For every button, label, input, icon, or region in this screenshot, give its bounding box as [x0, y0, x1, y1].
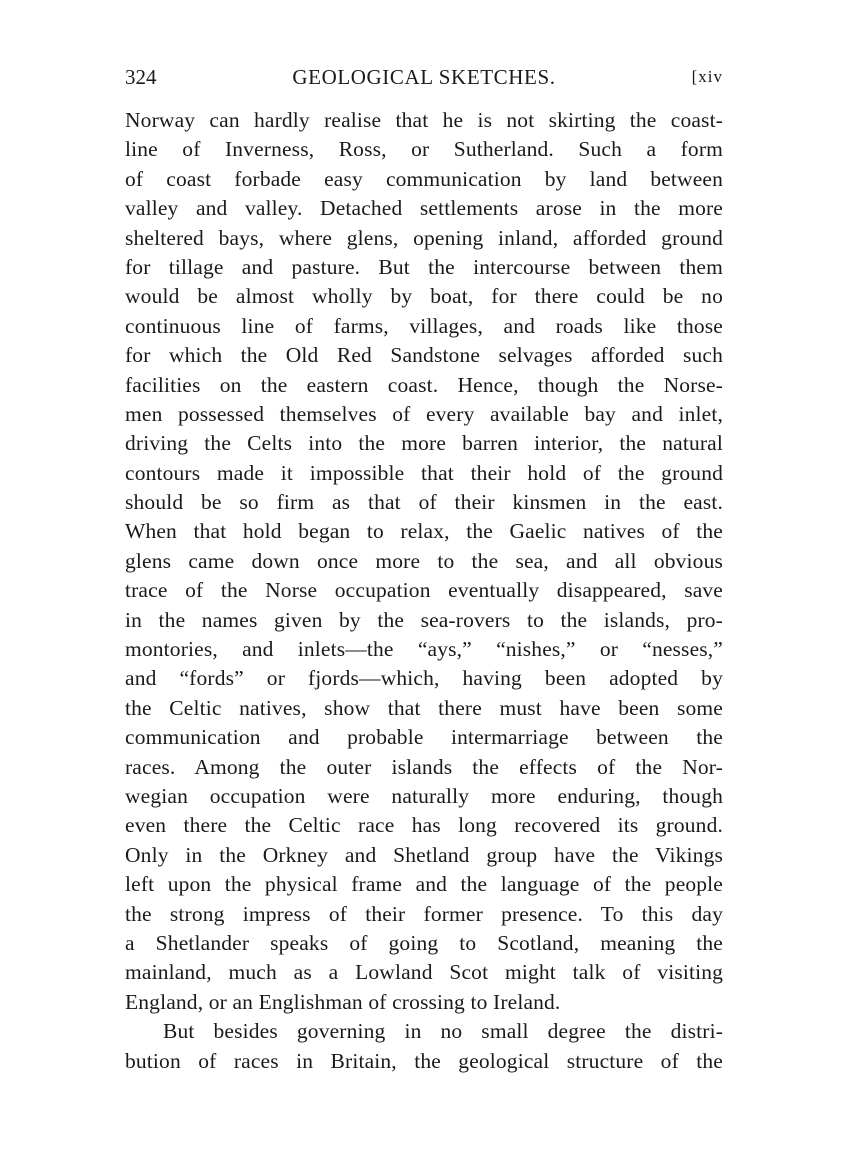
running-title: GEOLOGICAL SKETCHES. [292, 65, 556, 89]
text-line: bution of races in Britain, the geological structure of the [125, 1048, 723, 1073]
text-line: communication and probable intermarriage between the [125, 725, 723, 750]
text-line: When that hold began to relax, the Gaelic natives of the [125, 519, 723, 544]
paragraph-end-line: England, or an Englishman of crossing to Ireland. [125, 989, 561, 1014]
text-line: line of Inverness, Ross, or Sutherland. Such a form [125, 137, 723, 162]
text-line: mainland, much as a Lowland Scot might talk of visiting [125, 960, 723, 985]
text-line: continuous line of farms, villages, and roads like those [125, 313, 723, 338]
text-line: Norway can hardly realise that he is not skirting the coast- [125, 108, 723, 132]
text-line: of coast forbade easy communication by land between [125, 166, 723, 191]
text-line: sheltered bays, where glens, opening inland, afforded ground [125, 225, 723, 250]
chapter-reference: [xiv [691, 67, 723, 86]
running-head [125, 62, 723, 92]
text-line: should be so firm as that of their kinsmen in the east. [125, 490, 723, 515]
paragraph-start-line: But besides governing in no small degree the distri- [163, 1019, 723, 1044]
text-line: the Celtic natives, show that there must have been some [125, 695, 723, 720]
text-line: a Shetlander speaks of going to Scotland, meaning the [125, 930, 723, 955]
text-line: in the names given by the sea-rovers to the islands, pro- [125, 607, 723, 632]
text-line: facilities on the eastern coast. Hence, though the Norse- [125, 372, 723, 397]
text-line: races. Among the outer islands the effects of the Nor- [125, 754, 723, 779]
text-line: contours made it impossible that their hold of the ground [125, 460, 723, 485]
text-line: glens came down once more to the sea, and all obvious [125, 548, 723, 573]
text-line: even there the Celtic race has long recovered its ground. [125, 813, 723, 838]
text-line: driving the Celts into the more barren interior, the natural [125, 431, 723, 456]
body-text [125, 106, 723, 1076]
text-line: and “fords” or fjords—which, having been adopted by [125, 666, 723, 691]
text-line: would be almost wholly by boat, for there could be no [125, 284, 723, 309]
text-line: for tillage and pasture. But the intercourse between them [125, 254, 723, 279]
text-line: men possessed themselves of every available bay and inlet, [125, 401, 723, 426]
text-line: wegian occupation were naturally more enduring, though [125, 783, 723, 808]
text-line: montories, and inlets—the “ays,” “nishes,” or “nesses,” [125, 637, 723, 662]
text-line: left upon the physical frame and the language of the people [125, 872, 723, 897]
text-line: trace of the Norse occupation eventually disappeared, save [125, 578, 723, 603]
text-line: Only in the Orkney and Shetland group have the Vikings [125, 842, 723, 867]
text-line: the strong impress of their former presence. To this day [125, 901, 723, 926]
text-line: for which the Old Red Sandstone selvages afforded such [125, 343, 723, 368]
text-line: valley and valley. Detached settlements arose in the more [125, 196, 723, 221]
page-number: 324 [125, 65, 157, 89]
